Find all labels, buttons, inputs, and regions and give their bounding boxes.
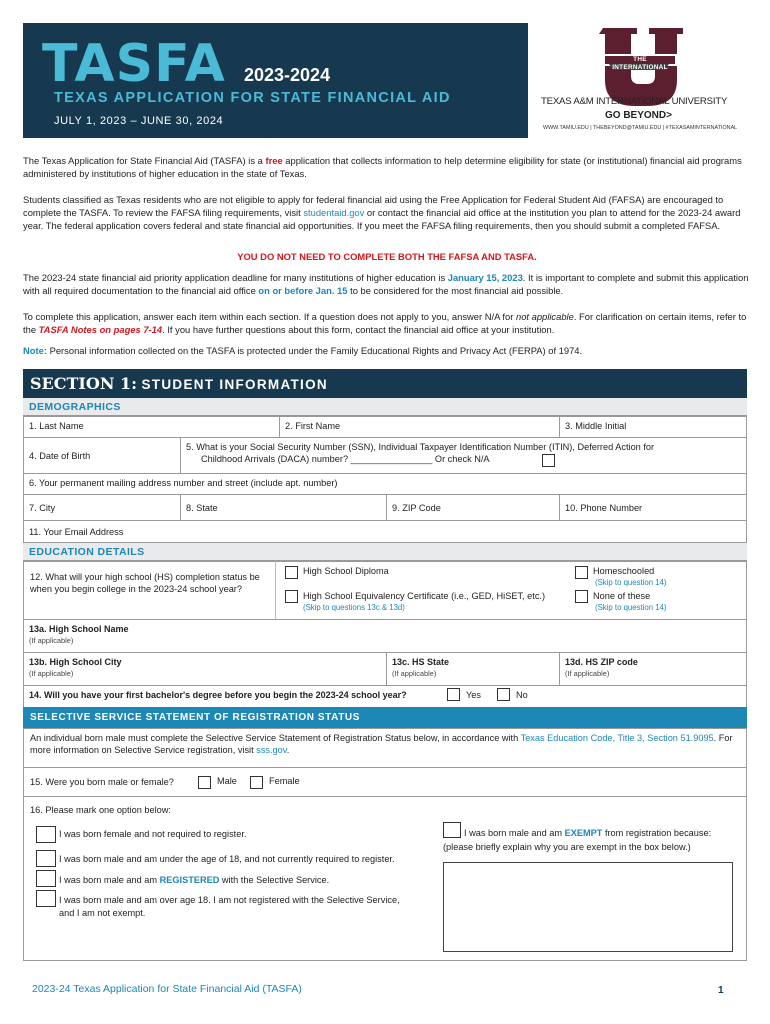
hs-name-field[interactable] bbox=[23, 619, 747, 653]
education-header: EDUCATION DETAILS bbox=[23, 543, 747, 561]
intro-text: application that collects information to help determine eligibility for state (or institutional) financial aid programs administered by institutions of higher education in the state of Texas. bbox=[23, 155, 742, 179]
date-of-birth-field[interactable] bbox=[23, 437, 181, 474]
logo-badge: THE INTERNATIONAL bbox=[612, 56, 668, 71]
field-label: 13a. High School Name bbox=[29, 624, 129, 634]
intro-paragraph-2 bbox=[23, 193, 751, 232]
email-field[interactable] bbox=[23, 520, 747, 543]
option-exempt-label bbox=[464, 828, 711, 838]
field-label: 7. City bbox=[29, 503, 56, 513]
registered-emphasis: REGISTERED bbox=[159, 875, 220, 885]
option-female-checkbox[interactable] bbox=[36, 826, 56, 843]
ssn-field[interactable] bbox=[180, 437, 747, 474]
hs-diploma-checkbox[interactable] bbox=[285, 566, 298, 579]
intro-text: To complete this application, answer each item within each section. If a question does not apply to you, answer N/A for bbox=[23, 311, 516, 322]
hs-equivalency-checkbox[interactable] bbox=[285, 590, 298, 603]
male-checkbox[interactable] bbox=[198, 776, 211, 789]
homeschooled-label: Homeschooled bbox=[593, 566, 655, 576]
none-of-these-label: None of these bbox=[593, 591, 651, 601]
note-text: Personal information collected on the TASFA is protected under the Family Educational Rights and Privacy Act (FERPA) of 1974. bbox=[46, 345, 583, 356]
intro-paragraph-4 bbox=[23, 310, 751, 336]
logo-links: WWW.TAMIU.EDU | THEBEYOND@TAMIU.EDU | #TEXASAMINTERNATIONAL bbox=[543, 125, 738, 131]
option-under-18-label: I was born male and am under the age of 18, and not currently required to register. bbox=[59, 854, 395, 864]
option-text: with the Selective Service. bbox=[219, 875, 330, 885]
field-label: 2. First Name bbox=[285, 421, 341, 431]
intro-text: Students classified as Texas residents who are not eligible to apply for federal financial aid using the Free Application for Federal Student Aid (FAFSA) are encouraged to complete the TASFA. To review the FAFSA filing requirements, visit bbox=[23, 194, 724, 218]
female-label: Female bbox=[269, 776, 300, 786]
free-emphasis: free bbox=[265, 155, 283, 166]
footer-text: 2023-24 Texas Application for State Financial Aid (TASFA) bbox=[32, 983, 302, 995]
homeschooled-checkbox[interactable] bbox=[575, 566, 588, 579]
male-label: Male bbox=[217, 776, 237, 786]
hs-zip-field[interactable] bbox=[559, 652, 747, 686]
option-not-registered-checkbox[interactable] bbox=[36, 890, 56, 907]
university-logo bbox=[533, 24, 747, 138]
section-1-header bbox=[23, 369, 747, 398]
option-not-registered-label-2: and I am not exempt. bbox=[59, 908, 146, 918]
options-label: 16. Please mark one option below: bbox=[30, 805, 171, 815]
bachelors-no-checkbox[interactable] bbox=[497, 688, 510, 701]
selective-service-info bbox=[23, 728, 747, 768]
option-female-label: I was born female and not required to register. bbox=[59, 829, 247, 839]
intro-text: The 2023-24 state financial aid priority application deadline for many institutions of higher education is bbox=[23, 272, 448, 283]
na-emphasis: not applicable bbox=[515, 311, 574, 322]
skip-14-note: (Skip to question 14) bbox=[595, 603, 667, 612]
phone-number-field[interactable] bbox=[559, 494, 747, 521]
info-text: . bbox=[286, 745, 290, 755]
field-label: 14. Will you have your first bachelor's degree before you begin the 2023-24 school year? bbox=[29, 690, 407, 700]
bachelors-yes-checkbox[interactable] bbox=[447, 688, 460, 701]
middle-initial-field[interactable] bbox=[559, 416, 747, 438]
divider bbox=[275, 561, 276, 620]
field-label: 1. Last Name bbox=[29, 421, 84, 431]
exempt-instructions: (please briefly explain why you are exempt in the box below.) bbox=[443, 842, 691, 852]
sss-link[interactable]: sss.gov bbox=[256, 745, 287, 755]
hs-city-field[interactable] bbox=[23, 652, 387, 686]
hs-equivalency-label: High School Equivalency Certificate (i.e., GED, HiSET, etc.) bbox=[303, 591, 546, 601]
field-label: 5. What is your Social Security Number (SSN), Individual Taxpayer Identification Number (ITIN), Deferred Action for bbox=[186, 442, 655, 452]
if-applicable-note: (If applicable) bbox=[29, 669, 74, 678]
field-label: 9. ZIP Code bbox=[392, 503, 441, 513]
field-label: Childhood Arrivals (DACA) number? ________________ Or check N/A bbox=[201, 454, 490, 464]
ferpa-note bbox=[23, 344, 751, 357]
exempt-emphasis: EXEMPT bbox=[564, 828, 603, 838]
note-label: Note: bbox=[23, 345, 47, 356]
hs-status-label: 12. What will your high school (HS) completion status be when you begin college in the 2023-24 school year? bbox=[30, 572, 260, 594]
deadline-date: January 15, 2023 bbox=[447, 272, 523, 283]
hs-diploma-label: High School Diploma bbox=[303, 566, 389, 576]
ssn-na-checkbox[interactable] bbox=[542, 454, 555, 467]
warning-text: YOU DO NOT NEED TO COMPLETE BOTH THE FAFSA AND TASFA. bbox=[237, 251, 537, 262]
section-subtitle: STUDENT INFORMATION bbox=[141, 377, 328, 392]
exempt-explanation-box[interactable] bbox=[443, 862, 733, 952]
selective-service-header: SELECTIVE SERVICE STATEMENT OF REGISTRATION STATUS bbox=[23, 707, 747, 728]
hs-state-field[interactable] bbox=[386, 652, 560, 686]
section-title: SECTION 1: bbox=[30, 374, 138, 393]
info-text: An individual born male must complete the Selective Service Statement of Registration Status below, in accordance with bbox=[30, 733, 521, 743]
intro-paragraph-3 bbox=[23, 271, 751, 297]
option-registered-checkbox[interactable] bbox=[36, 870, 56, 887]
intro-text: . If you have further questions about this form, contact the financial aid office at your institution. bbox=[162, 324, 555, 335]
if-applicable-note: (If applicable) bbox=[565, 669, 610, 678]
sex-question-label: 15. Were you born male or female? bbox=[30, 777, 174, 787]
demographics-header: DEMOGRAPHICS bbox=[23, 398, 747, 416]
option-exempt-checkbox[interactable] bbox=[443, 822, 461, 838]
year-label: 2023-2024 bbox=[244, 65, 331, 85]
skip-14-note: (Skip to question 14) bbox=[595, 578, 667, 587]
intro-text: or contact the financial aid office at the institution you plan to attend for the 2023-24 award year. The federal application covers federal and state financial aid opportunities. If you meet the FAFSA filing requirements, then you should submit a completed FAFSA. bbox=[23, 207, 741, 231]
tasfa-title: TASFA bbox=[42, 34, 226, 94]
yes-label: Yes bbox=[466, 690, 481, 700]
intro-paragraph-1 bbox=[23, 154, 751, 180]
option-under-18-checkbox[interactable] bbox=[36, 850, 56, 867]
field-label: 13b. High School City bbox=[29, 657, 122, 667]
no-label: No bbox=[516, 690, 528, 700]
banner-dates: JULY 1, 2023 – JUNE 30, 2024 bbox=[54, 115, 224, 127]
option-text: from registration because: bbox=[602, 828, 712, 838]
field-label: 6. Your permanent mailing address number and street (include apt. number) bbox=[29, 478, 338, 488]
education-code-link[interactable]: Texas Education Code, Title 3, Section 51.9095 bbox=[520, 733, 714, 743]
page-number: 1 bbox=[718, 985, 724, 996]
state-field[interactable] bbox=[180, 494, 387, 521]
option-registered-label bbox=[59, 875, 329, 885]
deadline-emphasis: on or before Jan. 15 bbox=[258, 285, 348, 296]
logo-university: TEXAS A&M INTERNATIONAL UNIVERSITY bbox=[541, 96, 728, 107]
field-label: 3. Middle Initial bbox=[565, 421, 627, 431]
zip-code-field[interactable] bbox=[386, 494, 560, 521]
female-checkbox[interactable] bbox=[250, 776, 263, 789]
intro-text: . It is important to complete and submit this application with all required documentation to the financial aid office bbox=[23, 272, 749, 296]
logo-tagline: GO BEYOND> bbox=[605, 110, 672, 121]
intro-text: The Texas Application for State Financial Aid (TASFA) is a bbox=[23, 155, 266, 166]
intro-text: . For clarification on certain items, refer to the bbox=[23, 311, 747, 335]
intro-text: to be considered for the most financial aid possible. bbox=[347, 285, 564, 296]
studentaid-link[interactable]: studentaid.gov bbox=[303, 207, 365, 218]
field-label: 13c. HS State bbox=[392, 657, 450, 667]
option-text: I was born male and am bbox=[464, 828, 565, 838]
field-label: 10. Phone Number bbox=[565, 503, 643, 513]
field-label: 13d. HS ZIP code bbox=[565, 657, 638, 667]
none-of-these-checkbox[interactable] bbox=[575, 590, 588, 603]
field-label: 4. Date of Birth bbox=[29, 451, 91, 461]
if-applicable-note: (If applicable) bbox=[29, 636, 74, 645]
bachelors-question bbox=[23, 685, 747, 708]
field-label: 8. State bbox=[186, 503, 218, 513]
option-not-registered-label: I was born male and am over age 18. I am not registered with the Selective Service, bbox=[59, 895, 400, 905]
option-text: I was born male and am bbox=[59, 875, 160, 885]
last-name-field[interactable] bbox=[23, 416, 280, 438]
city-field[interactable] bbox=[23, 494, 181, 521]
mailing-address-field[interactable] bbox=[23, 473, 747, 495]
banner-subtitle: TEXAS APPLICATION FOR STATE FINANCIAL AID bbox=[54, 90, 451, 106]
field-label: 11. Your Email Address bbox=[29, 527, 124, 537]
first-name-field[interactable] bbox=[279, 416, 560, 438]
info-text: . For more information on Selective Service registration, visit bbox=[30, 733, 733, 755]
if-applicable-note: (If applicable) bbox=[392, 669, 437, 678]
skip-13-note: (Skip to questions 13c & 13d) bbox=[303, 603, 405, 612]
notes-reference: TASFA Notes on pages 7-14 bbox=[38, 324, 163, 335]
